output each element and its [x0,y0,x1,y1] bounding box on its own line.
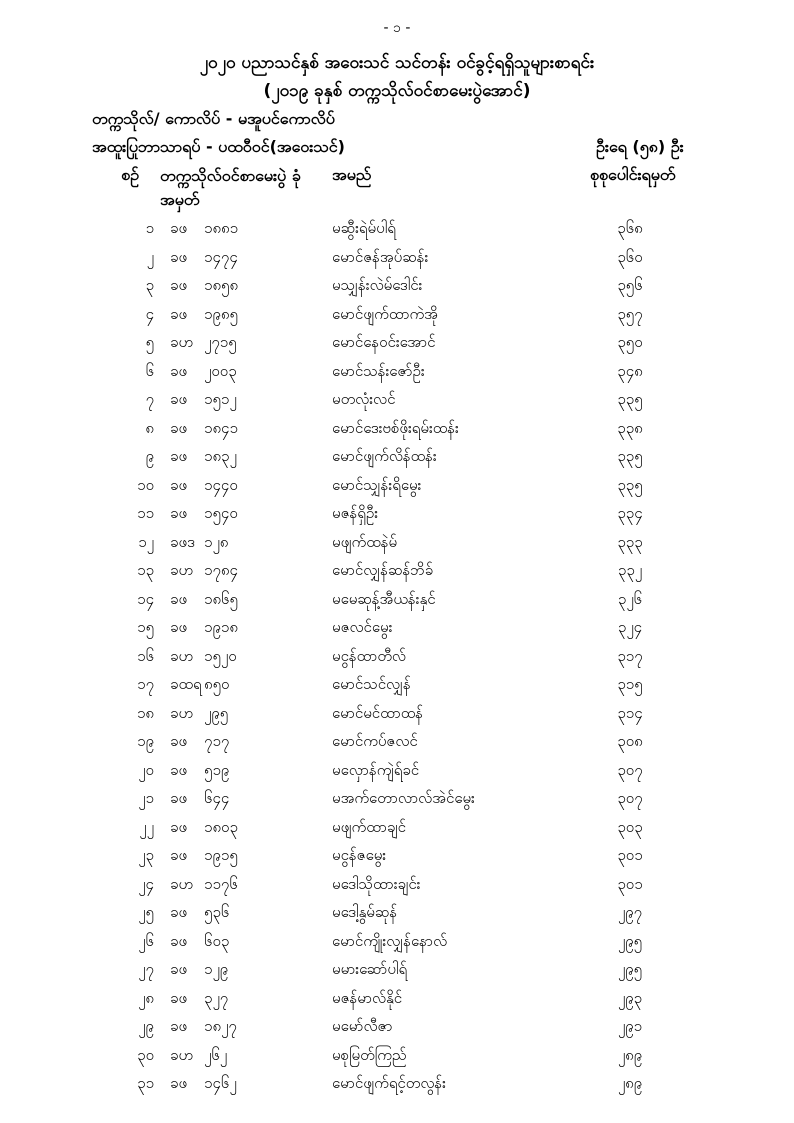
total-marks: ၃၅၆ [617,276,643,294]
total-marks: ၂၉၅ [617,960,643,978]
row-number: ၁၈ [136,703,154,722]
roll-prefix: ခဖ [170,304,188,323]
total-marks: ၃၀၁ [617,846,643,864]
roll-prefix: ခဟ [170,561,194,579]
table-row [0,1069,794,1098]
total-marks: ၃၅၀ [617,333,643,351]
row-number: ၂၀ [138,760,154,779]
total-marks: ၃၁၄ [617,703,643,722]
results-table [0,214,794,1098]
roll-number: ၁၅၄၀ [204,504,238,522]
total-marks: ၃၂၄ [617,618,643,636]
student-name: မဇလင်မွေး [332,618,393,636]
student-name: မောင်နေဝင်းအောင် [332,333,436,351]
table-row [0,271,794,300]
roll-prefix: ခဖ [170,760,188,779]
total-marks: ၂၉၁ [617,1017,643,1035]
table-row [0,528,794,557]
roll-number: ၁၇၈၄ [204,561,238,579]
student-name: မောင်လျှန်ဆန်ဘိခ် [332,561,434,579]
roll-prefix: ခဟ [170,646,194,665]
row-number: ၂၅ [138,903,154,921]
row-number: ၃၁ [137,1074,154,1092]
total-marks: ၃၁၇ [617,646,643,665]
total-marks: ၃၃၂ [617,561,643,579]
roll-number: ၁၄၆၂ [204,1074,237,1092]
student-name: မဇန်ရှိဦး [332,504,378,522]
roll-prefix: ခဖ [170,361,188,380]
table-row [0,699,794,728]
total-marks: ၃၃၅ [617,447,643,465]
roll-prefix: ခဖ [170,960,188,978]
table-row [0,471,794,500]
roll-prefix: ခဟ [170,703,194,722]
roll-number: ၁၈၆၅ [204,589,238,608]
roll-prefix: ခဖ [170,903,188,921]
student-count: ဦးရေ (၅၈) ဦး [596,137,684,156]
roll-prefix: ခဖ [170,817,188,836]
total-marks: ၃၃၅ [617,390,643,408]
total-marks: ၃၂၆ [617,589,643,608]
row-number: ၂၃ [138,846,154,864]
roll-number: ၂၀၀၃ [204,361,237,380]
table-row [0,1012,794,1041]
table-row [0,927,794,956]
student-name: မသျှန်းလဲမ်ဒေါင်း [332,276,423,294]
column-header-roll: တက္ကသိုလ်ဝင်စာမေးပွဲ ခုံအမှတ် [160,166,301,209]
table-row [0,328,794,357]
student-name: မငွန်ထာတီလ် [332,646,406,665]
table-row [0,385,794,414]
table-row [0,784,794,813]
total-marks: ၃၃၈ [617,418,643,437]
table-row [0,870,794,899]
student-name: မောင်ဒေးဗစ်ဖိုးရမ်းထန်း [332,418,459,437]
row-number: ၁၆ [137,646,154,665]
roll-prefix: ခဖ [170,247,188,266]
student-name: မငွန်ဇမွေး [332,846,387,864]
total-marks: ၃၀၃ [617,817,643,836]
roll-number: ၈၅၀ [204,675,230,693]
row-number: ၃ [145,276,154,294]
roll-prefix: ခဖ [170,931,188,950]
row-number: ၇ [145,390,154,408]
row-number: ၂ [146,247,154,266]
roll-number: ၇၁၇ [204,732,230,750]
roll-number: ၂၉၅ [204,703,229,722]
row-number: ၂၁ [138,789,154,807]
roll-prefix: ခဖ [170,418,188,437]
student-name: မမေဆုန့်အီယန်းနှင် [332,589,436,608]
total-marks: ၂၉၅ [617,931,643,950]
roll-number: ၁၄၄၀ [204,475,238,494]
student-name: မောင်ကျိုးလျှန်နောလ် [332,931,448,950]
total-marks: ၃၃၄ [617,504,643,522]
table-row [0,357,794,386]
student-name: မဒေါ့နွမ်ဆုန် [332,903,398,921]
table-row [0,442,794,471]
student-name: မတလုံးလင် [332,390,396,408]
student-name: မောင်ဖျက်ထာကဲအို [332,304,438,323]
roll-prefix: ခဖ [170,1074,188,1092]
student-name: မဖျက်ထနဲမ် [332,532,398,551]
student-name: မောင်သျှန်းရိမွေး [332,475,422,494]
subject-line: အထူးပြုဘာသာရပ် - ပထဝီဝင်(အဝေးသင်) [92,137,345,156]
roll-prefix: ခဖ [170,846,188,864]
student-name: မောင်ဖျက်ရင့်တလွန်း [332,1074,446,1092]
row-number: ၁၂ [138,532,154,551]
roll-number: ၅၁၉ [204,760,230,779]
student-name: မဇန်မာလ်နိုင် [332,988,403,1007]
row-number: ၅ [145,333,154,351]
roll-number: ၁၉၈၅ [204,304,238,323]
student-name: မောင်သန်းဇော်ဦး [332,361,425,380]
total-marks: ၃၅၇ [617,304,643,323]
roll-prefix: ခဟ [170,1045,194,1064]
student-name: မမော်လီဇာ [332,1017,393,1035]
total-marks: ၃၆၀ [617,247,643,266]
total-marks: ၃၄၈ [617,361,643,380]
row-number: ၆ [145,361,154,380]
total-marks: ၂၈၉ [617,1074,643,1092]
student-name: မအက်တောလာလ်အဲင်မွေး [332,789,475,807]
row-number: ၁၃ [137,561,154,579]
table-row [0,642,794,671]
student-name: မဆွီးရဲမ်ပါရ် [332,219,396,237]
roll-prefix: ခဖ [170,219,188,237]
total-marks: ၃၀၁ [617,874,643,893]
roll-number: ၁၂၈ [204,532,229,551]
table-row [0,414,794,443]
student-name: မလှောန်ကျဲရ်ခင် [332,760,420,779]
table-row [0,585,794,614]
roll-prefix: ခဖဒ [170,532,195,551]
roll-number: ၁၉၁၅ [204,846,238,864]
table-row [0,499,794,528]
total-marks: ၃၀၈ [617,732,643,750]
roll-prefix: ခဖ [170,390,188,408]
student-name: မဖျက်ထာချင် [332,817,406,836]
roll-number: ၂၆၂ [204,1045,228,1064]
total-marks: ၃၀၇ [617,760,643,779]
row-number: ၁၅ [137,618,154,636]
total-marks: ၃၁၅ [617,675,643,693]
row-number: ၁၁ [137,504,154,522]
roll-number: ၁၁၇၆ [204,874,238,893]
student-name: မောင်ဖျက်လိန်ထန်း [332,447,437,465]
table-row [0,727,794,756]
row-number: ၂၉ [138,1017,154,1035]
student-name: မစုမြတ်ကြည် [332,1045,407,1064]
university-line: တက္ကသိုလ်/ ကောလိပ် - မအူပင်ကောလိပ် [92,109,335,128]
student-name: မောင်သင်လျှန် [332,675,411,693]
table-row [0,984,794,1013]
page-number: - ၁ - [383,20,411,36]
roll-prefix: ခဖ [170,276,188,294]
roll-number: ၆၄၄ [204,789,230,807]
document-title: ၂၀၂၀ ပညာသင်နှစ် အဝေးသင် သင်တန်း ဝင်ခွင့်ရရှိသူများစာရင်း [199,53,595,73]
table-row [0,214,794,243]
table-row [0,813,794,842]
roll-number: ၁၈၄၁ [204,418,238,437]
total-marks: ၂၉၇ [617,903,643,921]
table-row [0,670,794,699]
document-subtitle: (၂၀၁၉ ခုနှစ် တက္ကသိုလ်ဝင်စာမေးပွဲအောင်) [263,81,531,101]
student-name: မောင်ကပ်ဇလင် [332,732,418,750]
column-header-marks: စုစုပေါင်းရမှတ် [590,165,676,184]
row-number: ၁၄ [137,589,154,608]
roll-number: ၆၀၃ [204,931,230,950]
student-name: မဒေါသိုထားချင်း [332,874,421,893]
table-row [0,841,794,870]
row-number: ၂၄ [138,874,154,893]
roll-number: ၁၈၃၂ [204,447,237,465]
roll-prefix: ခဟ [170,333,194,351]
roll-prefix: ခဖ [170,1017,188,1035]
table-row [0,300,794,329]
table-row [0,556,794,585]
roll-prefix: ခဖ [170,789,188,807]
row-number: ၂၂ [139,817,154,836]
roll-number: ၁၉၁၈ [204,618,238,636]
roll-number: ၃၂၇ [204,988,229,1007]
table-row [0,243,794,272]
table-row [0,613,794,642]
total-marks: ၃၆၈ [617,219,643,237]
roll-prefix: ခဖ [170,589,188,608]
roll-number: ၂၇၁၅ [204,333,237,351]
table-row [0,955,794,984]
table-row [0,898,794,927]
roll-number: ၁၈၀၃ [204,817,238,836]
roll-number: ၁၈၅၈ [204,276,239,294]
roll-number: ၁၈၂၇ [204,1017,237,1035]
row-number: ၄ [145,304,154,323]
roll-number: ၁၈၈၁ [204,219,239,237]
roll-prefix: ခဖ [170,732,188,750]
roll-number: ၁၂၉ [204,960,229,978]
row-number: ၁၀ [137,475,154,494]
roll-prefix: ခဖ [170,618,188,636]
row-number: ၁၉ [137,732,154,750]
student-name: မောင်မင်ထာထန် [332,703,424,722]
roll-number: ၅၃၆ [204,903,230,921]
roll-number: ၁၄၇၄ [204,247,238,266]
roll-prefix: ခထရ [170,675,202,693]
row-number: ၂၈ [138,988,154,1007]
student-name: မမားဆော်ပါရ် [332,960,408,978]
total-marks: ၃၃၃ [617,532,643,551]
total-marks: ၃၃၅ [617,475,643,494]
row-number: ၉ [145,447,154,465]
total-marks: ၂၉၃ [617,988,643,1007]
roll-prefix: ခဟ [170,874,194,893]
row-number: ၁ [145,219,154,237]
roll-prefix: ခဖ [170,988,188,1007]
table-row [0,1041,794,1070]
roll-prefix: ခဖ [170,504,188,522]
row-number: ၃၀ [137,1045,154,1064]
row-number: ၂၇ [138,960,154,978]
roll-number: ၁၅၂၀ [204,646,237,665]
roll-prefix: ခဖ [170,447,188,465]
column-header-no: စဉ် [121,165,139,184]
row-number: ၈ [145,418,154,437]
total-marks: ၃၀၇ [617,789,643,807]
table-row [0,756,794,785]
student-name: မောင်ဇန်အုပ်ဆန်း [332,247,429,266]
row-number: ၂၆ [138,931,154,950]
row-number: ၁၇ [137,675,154,693]
column-header-name: အမည် [332,165,372,184]
roll-prefix: ခဖ [170,475,188,494]
total-marks: ၂၈၉ [617,1045,643,1064]
roll-number: ၁၅၁၂ [204,390,237,408]
